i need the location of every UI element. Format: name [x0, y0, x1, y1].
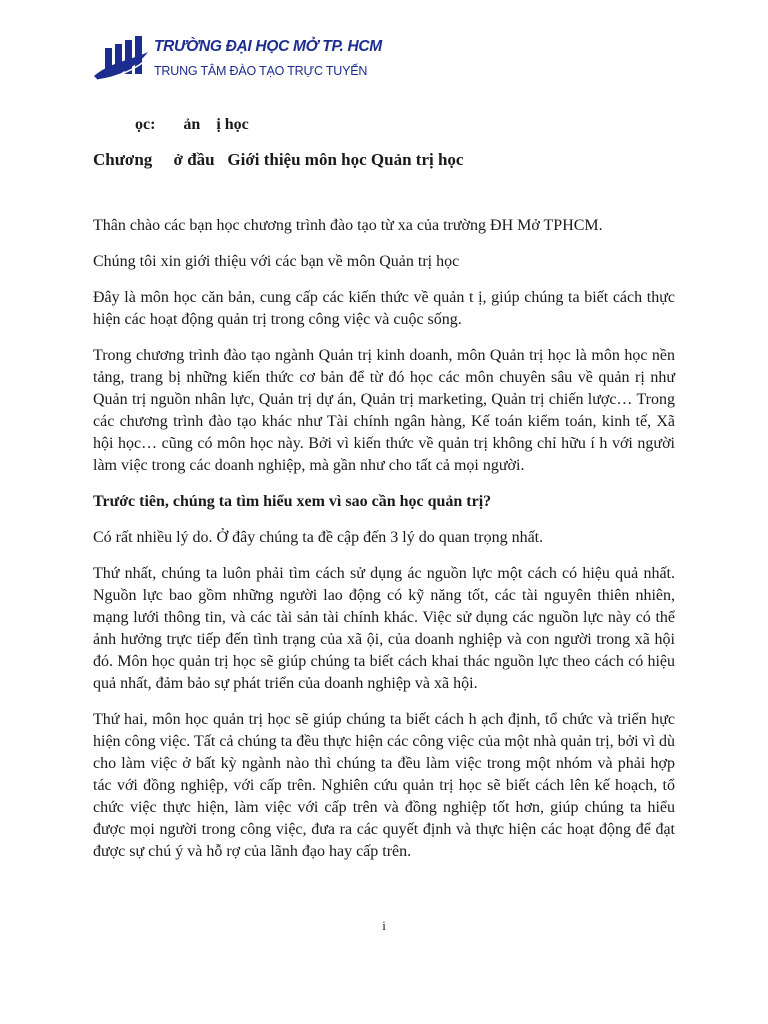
logo-title: TRƯỜNG ĐẠI HỌC MỞ TP. HCM	[154, 38, 382, 55]
paragraph: Thân chào các bạn học chương trình đào tạo từ xa của trường ĐH Mở TPHCM.	[93, 217, 603, 234]
book-emblem-icon	[92, 34, 150, 88]
chapter-title: Chương ở đầu Giới thiệu môn học Quản trị học	[93, 150, 464, 169]
paragraph: Đây là môn học căn bản, cung cấp các kiến thức về quản t ị, giúp chúng ta biết cách thực hiện các hoạt động quản trị trong công việc và cuộc sống.	[93, 289, 675, 328]
paragraph: Trong chương trình đào tạo ngành Quản trị kinh doanh, môn Quản trị học là môn học nền tảng, trang bị những kiến thức cơ bản để từ đó học các môn chuyên sâu về quản rị như Quản trị nguồn nhân lực, Quản trị dự án, Quản trị marketing, Quản trị chiến lược… Trong các chương trình đào tạo khác như Tài chính ngân hàng, Kế toán kiểm toán, kinh tế, Xã hội học… cũng có môn học này. Bởi vì kiến thức về quản trị không chỉ hữu í h với người làm việc trong các doanh nghiệp, mà gần như cho tất cả mọi người.	[93, 347, 675, 474]
subject-line: ọc: ản ị học	[135, 116, 249, 133]
paragraph: Thứ nhất, chúng ta luôn phải tìm cách sử dụng ác nguồn lực một cách có hiệu quả nhất. Nguồn lực bao gồm những người lao động có kỹ năng tốt, các tài nguyên thiên nhiên, mạng lưới thông tin, và các tài sản tài chính khác. Việc sử dụng các nguồn lực này có thể ảnh hưởng trực tiếp đến tình trạng của xã ội, của doanh nghiệp và con người trong xã hội đó. Môn học quản trị học sẽ giúp chúng ta biết cách khai thác nguồn lực theo cách có hiệu quả nhất, đảm bảo sự phát triển của doanh nghiệp và xã hội.	[93, 565, 675, 692]
page-number: i	[382, 918, 386, 933]
logo-subtitle: TRUNG TÂM ĐÀO TẠO TRỰC TUYẾN	[154, 64, 368, 78]
section-heading: Trước tiên, chúng ta tìm hiểu xem vì sao cần học quản trị?	[93, 493, 492, 510]
document-body	[93, 215, 675, 877]
paragraph: Chúng tôi xin giới thiệu với các bạn về môn Quản trị học	[93, 253, 460, 270]
university-logo	[92, 34, 382, 88]
paragraph: Thứ hai, môn học quản trị học sẽ giúp chúng ta biết cách h ạch định, tổ chức và triển hực hiện công việc. Tất cả chúng ta đều thực hiện các công việc của một nhà quản trị, bởi vì dù cho làm việc ở bất kỳ ngành nào thì chúng ta đều làm việc trong một nhóm và phải hợp tác với đồng nghiệp, với cấp trên. Nghiên cứu quản trị học sẽ biết cách lên kế hoạch, tổ chức việc thực hiện, làm việc với cấp trên và đồng nghiệp tốt hơn, giúp chúng ta hiểu được mọi người trong công việc, đưa ra các quyết định và thực hiện các hoạt động để đạt được sự chú ý và hỗ rợ của lãnh đạo hay cấp trên.	[93, 711, 675, 860]
paragraph: Có rất nhiều lý do. Ở đây chúng ta đề cập đến 3 lý do quan trọng nhất.	[93, 529, 544, 546]
